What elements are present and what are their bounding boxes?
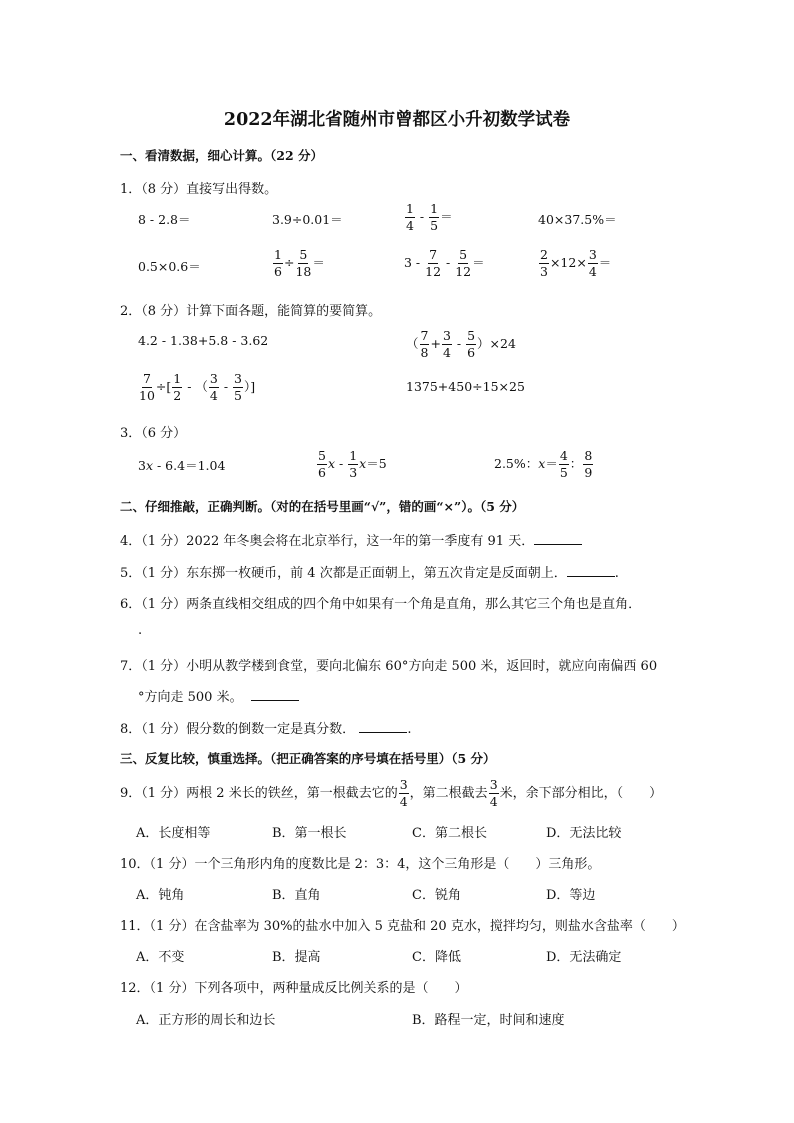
question-8: 8．（1 分）假分数的倒数一定是真分数． . bbox=[120, 722, 412, 737]
fraction: $\frac{8}{9}$ bbox=[584, 448, 593, 480]
q9-option-a[interactable]: A．长度相等 bbox=[136, 826, 211, 841]
q1-expr-3: $\frac{1}{4}$ - $\frac{1}{5}$ ＝ bbox=[406, 201, 453, 233]
fraction: $\frac{7}{12}$ bbox=[425, 247, 442, 279]
q10-option-c[interactable]: C．锐角 bbox=[412, 888, 461, 903]
fraction: $\frac{5}{6}$ bbox=[467, 328, 476, 360]
fraction: $\frac{7}{10}$ bbox=[139, 371, 155, 403]
fraction: $\frac{5}{18}$ bbox=[295, 247, 312, 279]
question-7-line-2: °方向走 500 米。 bbox=[138, 686, 299, 705]
q10-option-b[interactable]: B．直角 bbox=[272, 888, 321, 903]
q2-expr-1: 4.2 - 1.38+5.8 - 3.62 bbox=[138, 333, 269, 348]
fraction: $\frac{3}{4}$ bbox=[588, 247, 597, 279]
q10-option-a[interactable]: A．钝角 bbox=[136, 888, 185, 903]
fraction: $\frac{1}{6}$ bbox=[274, 247, 282, 279]
question-10-stem: 10．（1 分）一个三角形内角的度数比是 2：3：4，这个三角形是（ ）三角形。 bbox=[120, 857, 601, 872]
fraction: $\frac{1}{2}$ bbox=[173, 371, 182, 403]
q11-option-c[interactable]: C．降低 bbox=[412, 950, 461, 965]
q10-option-d[interactable]: D．等边 bbox=[546, 888, 596, 903]
section-2-heading: 二、仔细推敲，正确判断。（对的在括号里画“√”，错的画“×”）。（5 分） bbox=[120, 499, 525, 514]
q2-expr-3: $\frac{7}{10}$ ÷[ $\frac{1}{2}$ - （ $\frac{3}{4}$ - $\frac{3}{5}$ ）] bbox=[139, 371, 256, 403]
question-9-stem: 9．（1 分）两根 2 米长的铁丝，第一根截去它的 $\frac{3}{4}$ ，第二根截去 $\frac{3}{4}$ 米，余下部分相比，（ ） bbox=[120, 777, 663, 809]
fraction: $\frac{5}{6}$ bbox=[318, 448, 326, 480]
q12-option-b[interactable]: B．路程一定，时间和速度 bbox=[412, 1013, 565, 1028]
q1-expr-8: $\frac{2}{3}$ ×12× $\frac{3}{4}$ ＝ bbox=[540, 247, 612, 279]
question-4: 4．（1 分）2022 年冬奥会将在北京举行，这一年的第一季度有 91 天． bbox=[120, 530, 582, 549]
question-6-end: . bbox=[138, 623, 143, 638]
section-1-heading: 一、看清数据，细心计算。（22 分） bbox=[120, 148, 323, 163]
fraction: $\frac{3}{4}$ bbox=[399, 777, 408, 809]
question-1-stem: 1．（8 分）直接写出得数。 bbox=[120, 182, 278, 197]
q9-option-b[interactable]: B．第一根长 bbox=[272, 826, 347, 841]
q11-option-b[interactable]: B．提高 bbox=[272, 950, 321, 965]
q2-expr-4: 1375+450÷15×25 bbox=[406, 379, 525, 394]
question-2-stem: 2．（8 分）计算下面各题，能简算的要简算。 bbox=[120, 304, 382, 319]
q3-equation-1: 3x - 6.4＝1.04 bbox=[138, 458, 226, 473]
question-3-stem: 3．（6 分） bbox=[120, 426, 187, 441]
q9-option-d[interactable]: D．无法比较 bbox=[546, 826, 622, 841]
q2-expr-2: （ $\frac{7}{8}$ + $\frac{3}{4}$ - $\frac{5}{6}$ ）×24 bbox=[406, 328, 516, 360]
fraction: $\frac{3}{5}$ bbox=[234, 371, 242, 403]
fraction: $\frac{3}{4}$ bbox=[442, 328, 451, 360]
q1-expr-6: $\frac{1}{6}$ ÷ $\frac{5}{18}$ ＝ bbox=[274, 247, 325, 279]
answer-blank[interactable] bbox=[359, 720, 407, 733]
question-12-stem: 12．（1 分）下列各项中，两种量成反比例关系的是（ ） bbox=[120, 981, 468, 996]
fraction: $\frac{1}{4}$ bbox=[406, 201, 414, 233]
q1-expr-7: 3 - $\frac{7}{12}$ - $\frac{5}{12}$ ＝ bbox=[404, 247, 485, 279]
q1-expr-4: 40×37.5%＝ bbox=[538, 212, 617, 227]
fraction: $\frac{1}{5}$ bbox=[430, 201, 439, 233]
question-5: 5．（1 分）东东掷一枚硬币，前 4 次都是正面朝上，第五次肯定是反面朝上． . bbox=[120, 566, 619, 581]
page-title: 2022年湖北省随州市曾都区小升初数学试卷 bbox=[223, 110, 571, 130]
question-6: 6．（1 分）两条直线相交组成的四个角中如果有一个角是直角，那么其它三个角也是直角． bbox=[120, 597, 642, 612]
q11-option-d[interactable]: D．无法确定 bbox=[546, 950, 622, 965]
q3-equation-3: 2.5%：x＝ $\frac{4}{5}$ ： $\frac{8}{9}$ bbox=[494, 448, 593, 480]
answer-blank[interactable] bbox=[567, 564, 615, 577]
q9-option-c[interactable]: C．第二根长 bbox=[412, 826, 487, 841]
q11-option-a[interactable]: A．不变 bbox=[136, 950, 185, 965]
section-3-heading: 三、反复比较，慎重选择。（把正确答案的序号填在括号里）（5 分） bbox=[120, 751, 496, 766]
fraction: $\frac{3}{4}$ bbox=[209, 371, 218, 403]
answer-blank[interactable] bbox=[251, 688, 299, 701]
answer-blank[interactable] bbox=[534, 532, 582, 545]
fraction: $\frac{5}{12}$ bbox=[455, 247, 472, 279]
fraction: $\frac{3}{4}$ bbox=[489, 777, 498, 809]
fraction: $\frac{1}{3}$ bbox=[349, 448, 358, 480]
q1-expr-2: 3.9÷0.01＝ bbox=[272, 212, 343, 227]
q1-expr-1: 8 - 2.8＝ bbox=[138, 212, 191, 227]
q3-equation-2: $\frac{5}{6}$ x - $\frac{1}{3}$ x＝5 bbox=[318, 448, 387, 480]
fraction: $\frac{7}{8}$ bbox=[420, 328, 429, 360]
fraction: $\frac{2}{3}$ bbox=[540, 247, 548, 279]
fraction: $\frac{4}{5}$ bbox=[559, 448, 568, 480]
q12-option-a[interactable]: A．正方形的周长和边长 bbox=[136, 1013, 276, 1028]
q1-expr-5: 0.5×0.6＝ bbox=[138, 259, 201, 274]
question-11-stem: 11．（1 分）在含盐率为 30%的盐水中加入 5 克盐和 20 克水，搅拌均匀，则盐水含盐率（ ） bbox=[120, 919, 685, 934]
question-7-line-1: 7．（1 分）小明从教学楼到食堂，要向北偏东 60°方向走 500 米，返回时，就应向南偏西 60 bbox=[120, 659, 658, 674]
